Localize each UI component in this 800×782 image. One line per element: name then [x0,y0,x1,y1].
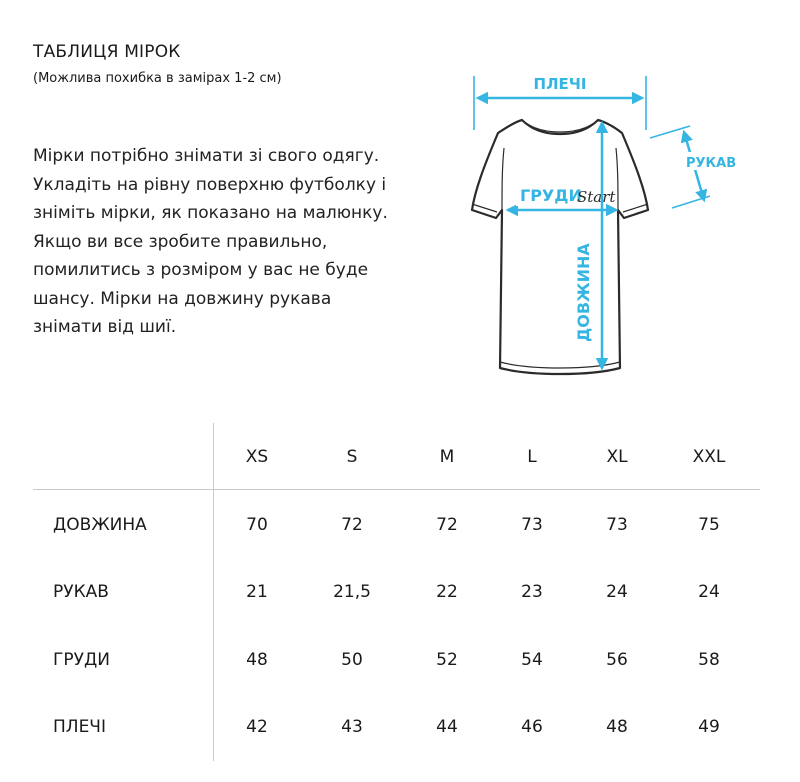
table-cell: 42 [246,717,268,737]
page-title: ТАБЛИЦЯ МІРОК [33,42,181,62]
size-header-xxl: XXL [692,447,726,467]
page-subtitle: (Можлива похибка в замірах 1-2 см) [33,71,282,86]
size-header-s: S [346,447,358,467]
table-cell: 72 [341,515,363,535]
table-cell: 23 [521,582,543,602]
table-cell: 21,5 [333,582,371,602]
table-cell: 24 [698,582,720,602]
tshirt-measurement-diagram [440,68,770,398]
table-cell: 48 [246,650,268,670]
row-label-sleeve: РУКАВ [53,582,109,602]
size-header-xs: XS [245,447,269,467]
table-cell: 43 [341,717,363,737]
table-cell: 75 [698,515,720,535]
sleeve-label: РУКАВ [686,156,737,171]
brand-logo: Start [577,188,616,206]
table-cell: 24 [606,582,628,602]
shoulders-label: ПЛЕЧІ [533,75,587,93]
size-header-l: L [527,447,537,467]
table-cell: 58 [698,650,720,670]
length-label: ДОВЖИНА [574,243,593,342]
table-cell: 22 [436,582,458,602]
table-cell: 50 [341,650,363,670]
row-label-shoulders: ПЛЕЧІ [53,717,106,737]
table-horizontal-divider [33,489,760,490]
table-cell: 70 [246,515,268,535]
table-cell: 73 [521,515,543,535]
table-cell: 49 [698,717,720,737]
table-cell: 52 [436,650,458,670]
intro-text: Мірки потрібно знімати зі свого одягу. Укладіть на рівну поверхню футболку і зніміть мірки, як показано на малюнку. Якщо ви все зробите правильно, помилитись з розміром у вас не буде шансу. Мірки на довжину рукава знімати від шиї. [33,146,388,337]
table-cell: 48 [606,717,628,737]
row-label-length: ДОВЖИНА [53,515,147,535]
table-cell: 46 [521,717,543,737]
chest-label: ГРУДИ [520,186,582,205]
table-cell: 73 [606,515,628,535]
row-label-chest: ГРУДИ [53,650,110,670]
table-vertical-divider [213,423,214,761]
table-cell: 54 [521,650,543,670]
tshirt-outline [472,120,648,374]
table-cell: 72 [436,515,458,535]
size-header-xl: XL [606,447,628,467]
table-cell: 56 [606,650,628,670]
table-cell: 21 [246,582,268,602]
size-header-m: M [439,447,455,467]
table-cell: 44 [436,717,458,737]
